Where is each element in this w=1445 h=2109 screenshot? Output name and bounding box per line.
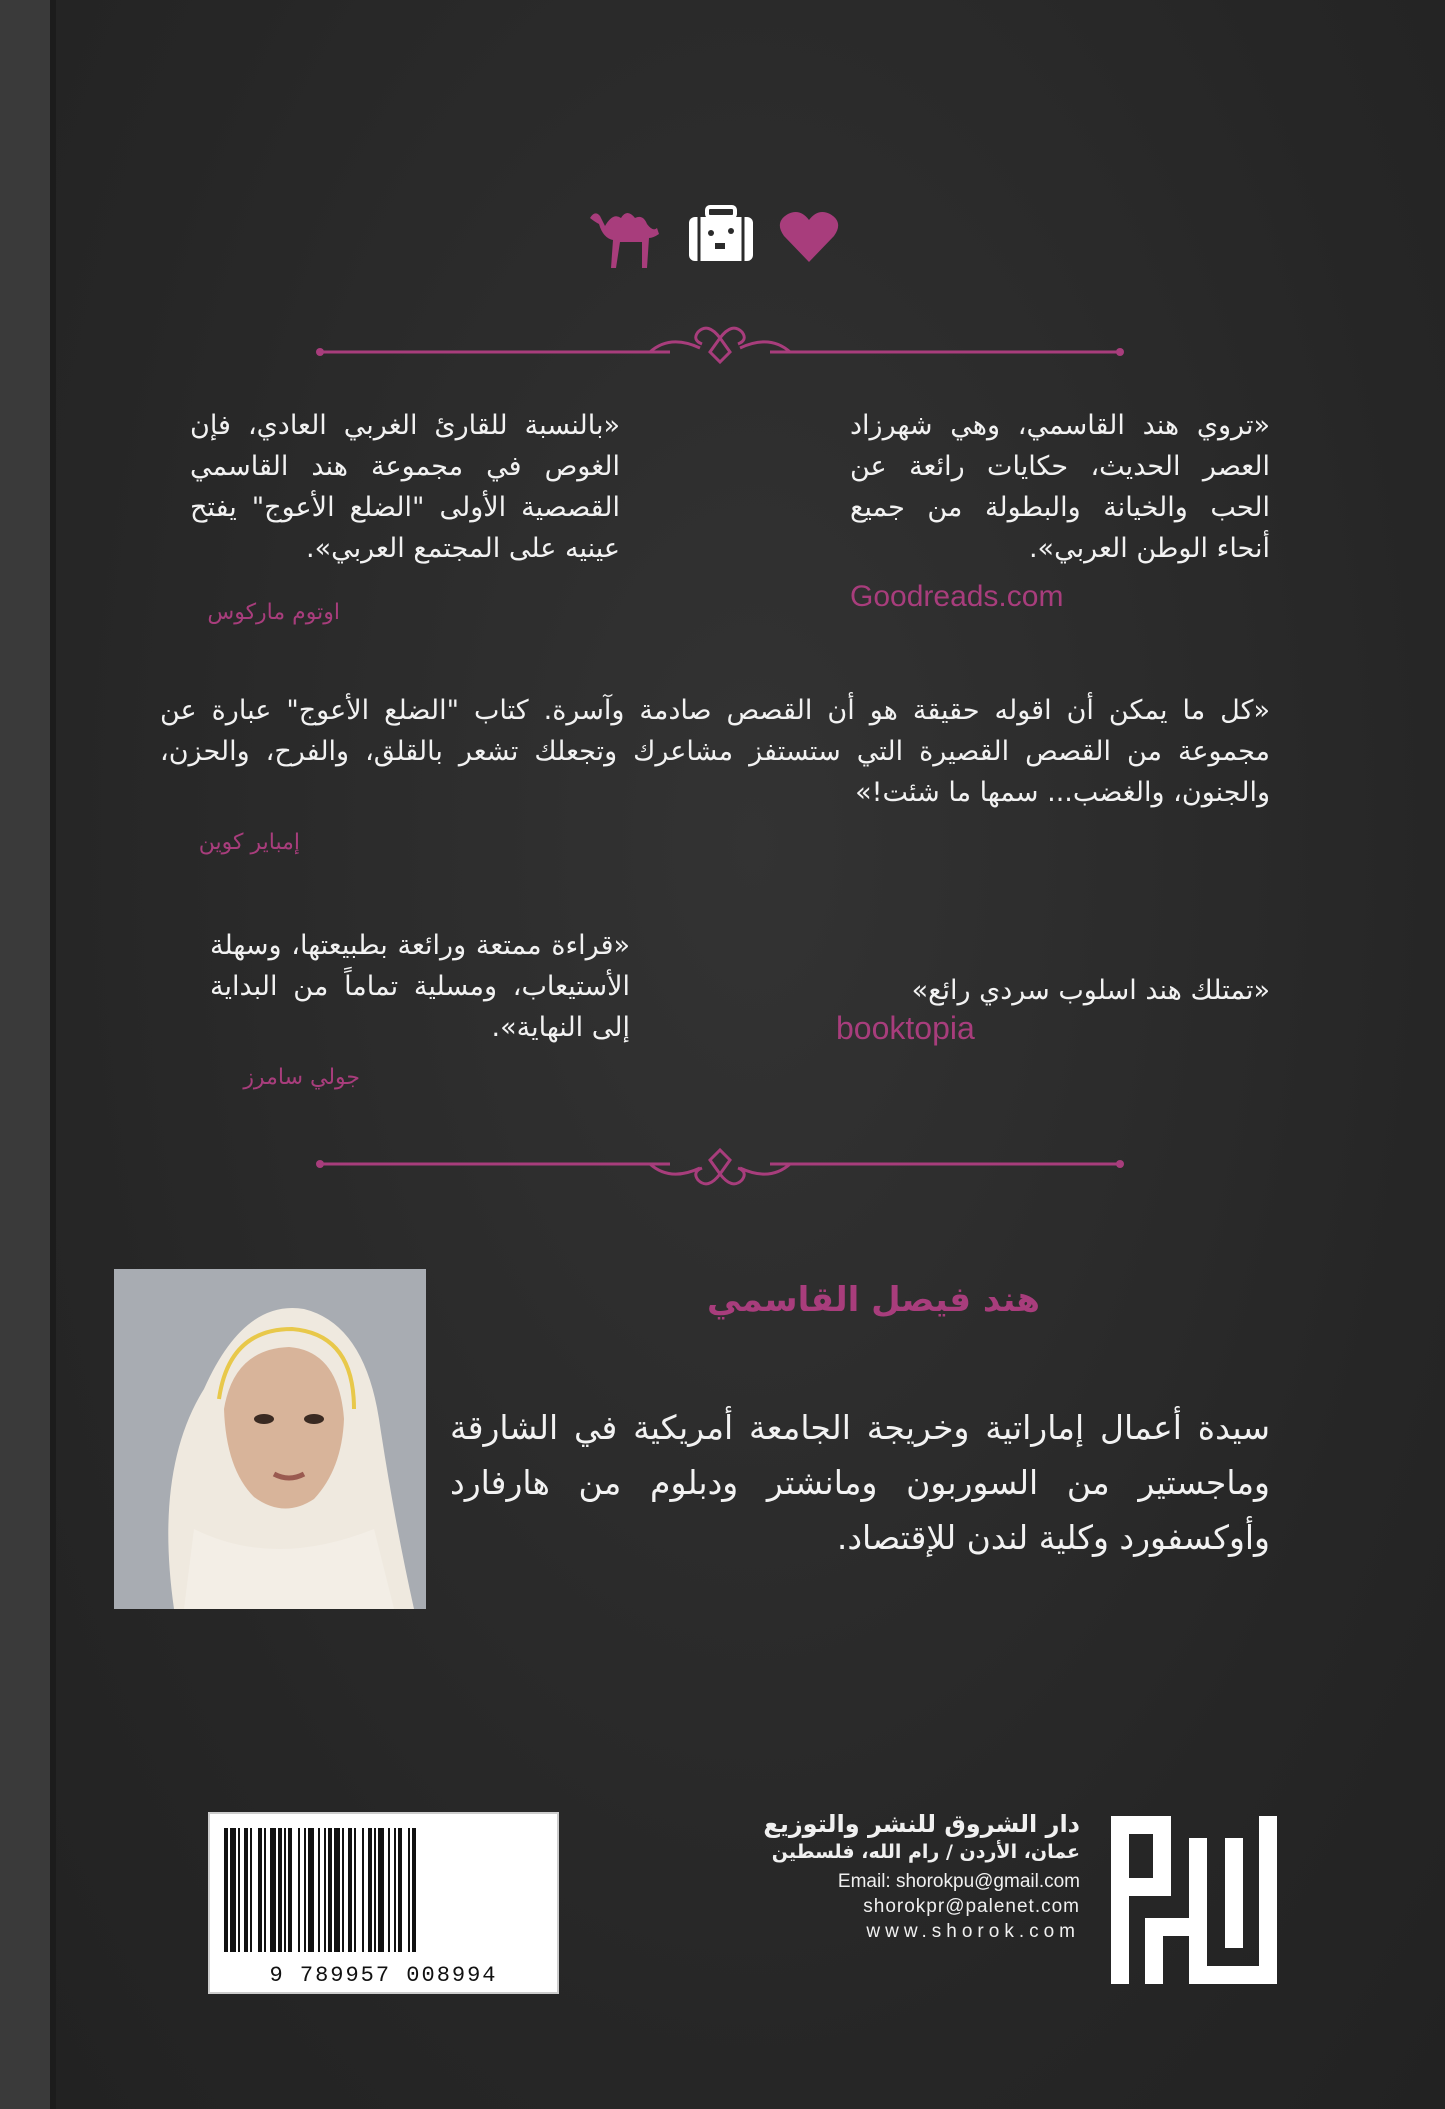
heart-icon bbox=[778, 208, 840, 264]
ornament-divider-bottom bbox=[290, 1140, 1150, 1200]
publisher-logo bbox=[1105, 1808, 1283, 2000]
barcode-bar bbox=[244, 1828, 248, 1952]
barcode-bar bbox=[328, 1828, 332, 1952]
barcode-bar bbox=[224, 1828, 228, 1952]
barcode-bar bbox=[394, 1828, 396, 1952]
ornament-divider-top bbox=[290, 310, 1150, 370]
barcode-bar bbox=[342, 1828, 344, 1952]
barcode-bar bbox=[288, 1828, 292, 1952]
barcode-bar bbox=[230, 1828, 236, 1952]
barcode-bar bbox=[378, 1828, 384, 1952]
publisher-locations: عمان، الأردن / رام الله، فلسطين bbox=[771, 1841, 1080, 1863]
barcode-bar bbox=[308, 1828, 314, 1952]
author-photo bbox=[114, 1269, 426, 1609]
barcode-bars bbox=[210, 1822, 557, 1962]
barcode-bar bbox=[304, 1828, 306, 1952]
quote-empire-coin: «كل ما يمكن أن اقوله حقيقة هو أن القصص صادمة وآسرة. كتاب "الضلع الأعوج" عبارة عن مجموعة من القصص القصيرة التي ستستفز مشاعرك وتجعلك تشعر بالقلق، والفرح، والحزن، والجنون، والغضب... سمها ما شئت!» bbox=[160, 695, 1270, 808]
barcode-bar bbox=[398, 1828, 402, 1952]
publisher-website: www.shorok.com bbox=[866, 1921, 1080, 1942]
isbn-barcode bbox=[208, 1812, 559, 1994]
camel-icon bbox=[580, 198, 670, 270]
quote-julie-summers: «قراءة ممتعة ورائعة بطبيعتها، وسهلة الأستيعاب، ومسلية تماماً من البداية إلى النهاية». bbox=[210, 930, 630, 1043]
goodreads-source: Goodreads.com bbox=[850, 580, 1064, 613]
barcode-bar bbox=[408, 1828, 410, 1952]
barcode-bar bbox=[324, 1828, 326, 1952]
barcode-bar bbox=[278, 1828, 282, 1952]
barcode-bar bbox=[318, 1828, 320, 1952]
isbn-number: 9 789957 008994 bbox=[269, 1963, 498, 1988]
quote-julie-author: جولي سامرز bbox=[243, 1065, 360, 1090]
quote-empire-author: إمباير كوين bbox=[198, 830, 300, 855]
barcode-bar bbox=[270, 1828, 276, 1952]
barcode-bar bbox=[348, 1828, 352, 1952]
barcode-bar bbox=[388, 1828, 390, 1952]
barcode-bar bbox=[258, 1828, 262, 1952]
barcode-bar bbox=[284, 1828, 286, 1952]
publisher-info bbox=[760, 1808, 1080, 1944]
barcode-bar bbox=[368, 1828, 372, 1952]
barcode-bar bbox=[334, 1828, 340, 1952]
author-bio: سيدة أعمال إماراتية وخريجة الجامعة أمريكية في الشارقة وماجستير من السوربون ومانشتر ودبلوم من هارفارد وأوكسفورد وكلية لندن للإقتصاد. bbox=[450, 1408, 1270, 1557]
booktopia-source: booktopia bbox=[836, 1010, 975, 1046]
barcode-bar bbox=[412, 1828, 416, 1952]
barcode-bar bbox=[238, 1828, 240, 1952]
barcode-bar bbox=[298, 1828, 300, 1952]
barcode-bar bbox=[264, 1828, 266, 1952]
barcode-bar bbox=[250, 1828, 252, 1952]
publisher-email-2: shorokpr@palenet.com bbox=[863, 1896, 1080, 1917]
suitcase-icon bbox=[685, 205, 757, 265]
author-name: هند فيصل القاسمي bbox=[706, 1280, 1040, 1320]
quote-otom: «بالنسبة للقارئ الغربي العادي، فإن الغوص في مجموعة هند القاسمي القصصية الأولى "الضلع الأعوج" يفتح عينيه على المجتمع العربي». bbox=[190, 410, 620, 564]
barcode-bar bbox=[374, 1828, 376, 1952]
barcode-bar bbox=[354, 1828, 356, 1952]
barcode-bar bbox=[362, 1828, 364, 1952]
quote-booktopia: «تمتلك هند اسلوب سردي رائع» bbox=[911, 975, 1270, 1006]
publisher-email-1: Email: shorokpu@gmail.com bbox=[837, 1871, 1080, 1892]
publisher-name: دار الشروق للنشر والتوزيع bbox=[763, 1810, 1080, 1838]
quote-goodreads: «تروي هند القاسمي، وهي شهرزاد العصر الحديث، حكايات رائعة عن الحب والخيانة والبطولة من جميع أنحاء الوطن العربي». bbox=[850, 410, 1270, 564]
quote-otom-author: اوتوم ماركوس bbox=[207, 600, 340, 625]
